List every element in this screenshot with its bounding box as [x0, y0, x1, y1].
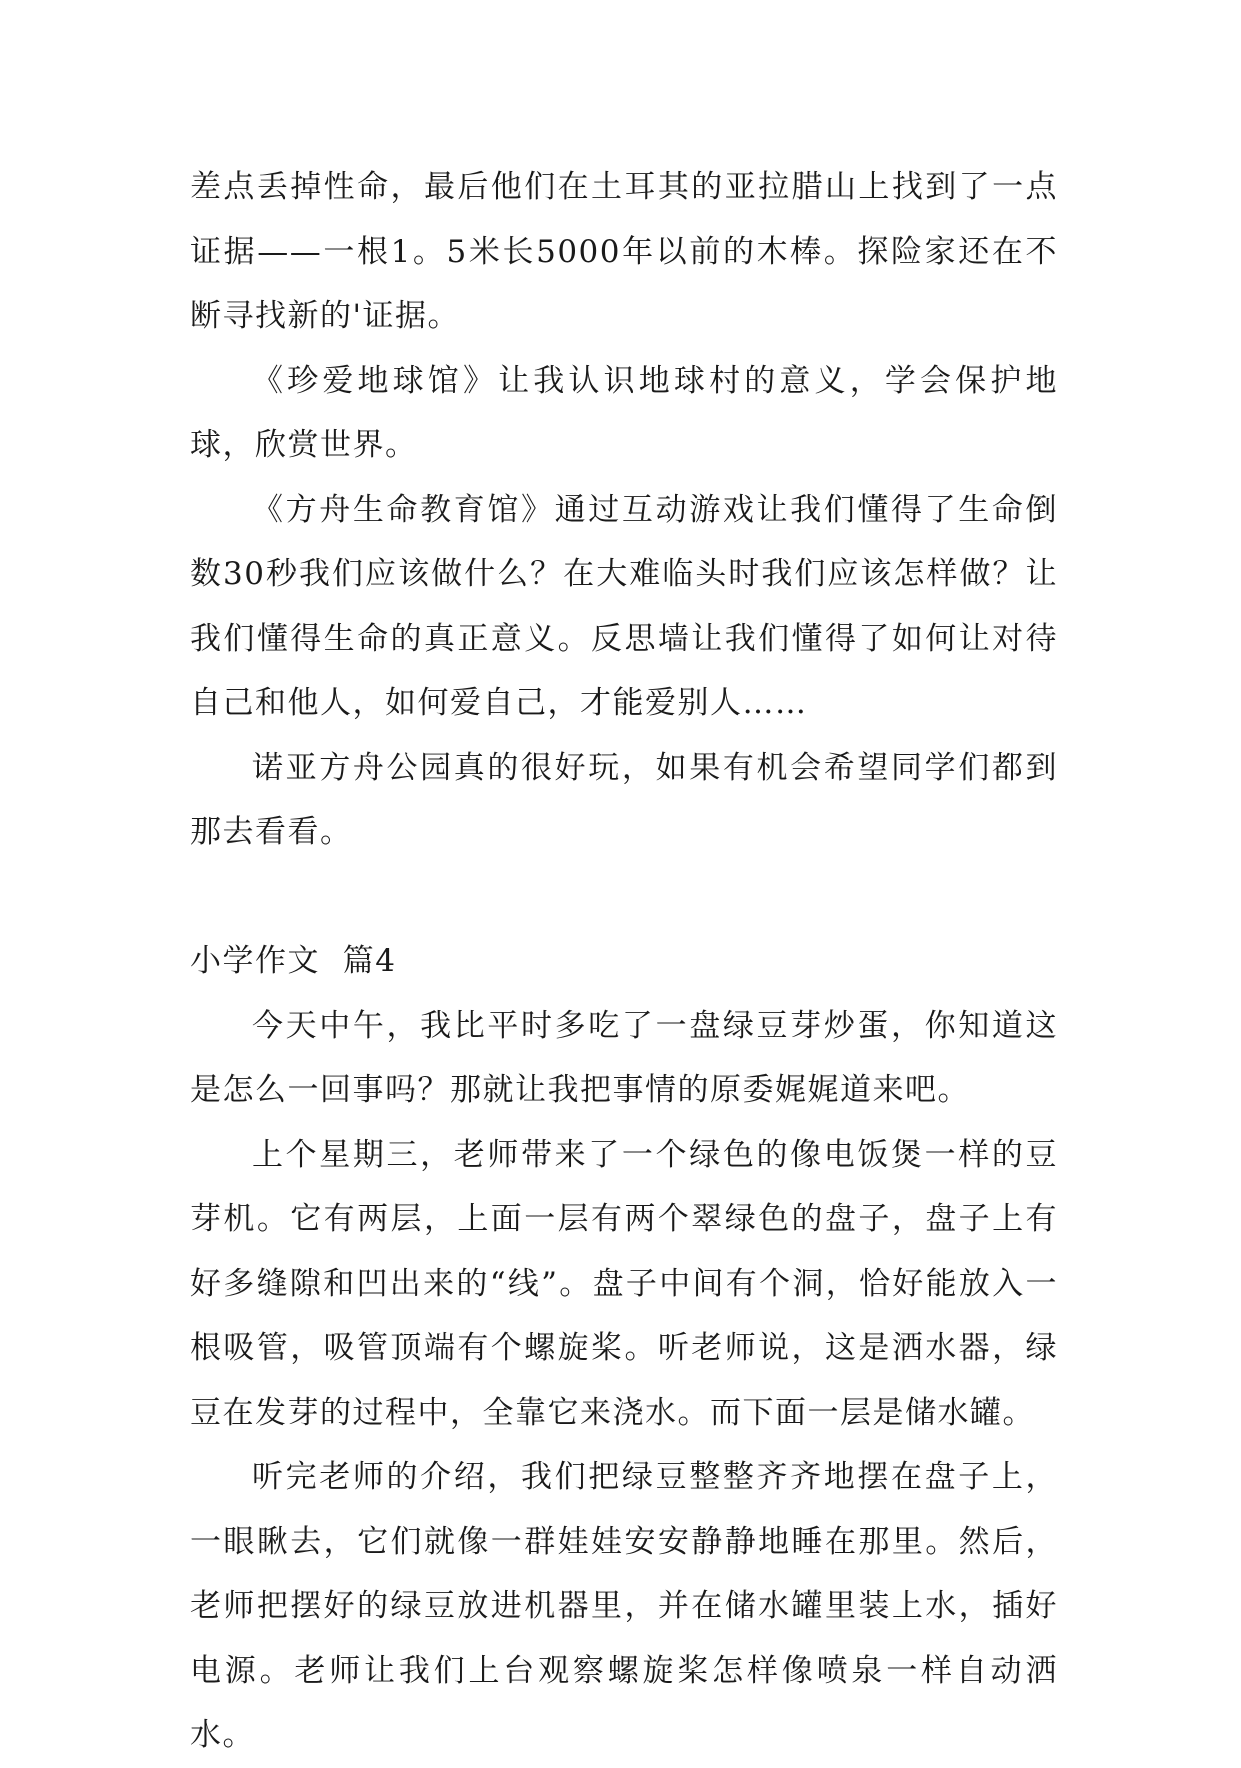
- paragraph-life-education-hall: 《方舟生命教育馆》通过互动游戏让我们懂得了生命倒数30秒我们应该做什么？在大难临头时我们应该怎样做？让我们懂得生命的真正意义。反思墙让我们懂得了如何让对待自己和他人，如何爱自己，才能爱别人……: [190, 491, 1058, 721]
- section-heading: 小学作文 篇4: [190, 943, 397, 979]
- section-spacer: [190, 865, 1058, 930]
- paragraph-intro: 今天中午，我比平时多吃了一盘绿豆芽炒蛋，你知道这是怎么一回事吗？那就让我把事情的原委娓娓道来吧。: [190, 1007, 1058, 1108]
- paragraph-continued: 差点丢掉性命，最后他们在土耳其的亚拉腊山上找到了一点证据——一根1。5米长5000年以前的木棒。探险家还在不断寻找新的'证据。: [190, 169, 1058, 334]
- document-body: [190, 155, 1058, 1768]
- paragraph-conclusion: 诺亚方舟公园真的很好玩，如果有机会希望同学们都到那去看看。: [190, 749, 1058, 850]
- paragraph-earth-hall: 《珍爱地球馆》让我认识地球村的意义，学会保护地球，欣赏世界。: [190, 362, 1058, 463]
- paragraph-sprout-machine: 上个星期三，老师带来了一个绿色的像电饭煲一样的豆芽机。它有两层，上面一层有两个翠绿色的盘子，盘子上有好多缝隙和凹出来的“线”。盘子中间有个洞，恰好能放入一根吸管，吸管顶端有个螺旋桨。听老师说，这是洒水器，绿豆在发芽的过程中，全靠它来浇水。而下面一层是储水罐。: [190, 1136, 1058, 1431]
- paragraph-placing-beans: 听完老师的介绍，我们把绿豆整整齐齐地摆在盘子上，一眼瞅去，它们就像一群娃娃安安静静地睡在那里。然后，老师把摆好的绿豆放进机器里，并在储水罐里装上水，插好电源。老师让我们上台观察螺旋桨怎样像喷泉一样自动洒水。: [190, 1459, 1058, 1753]
